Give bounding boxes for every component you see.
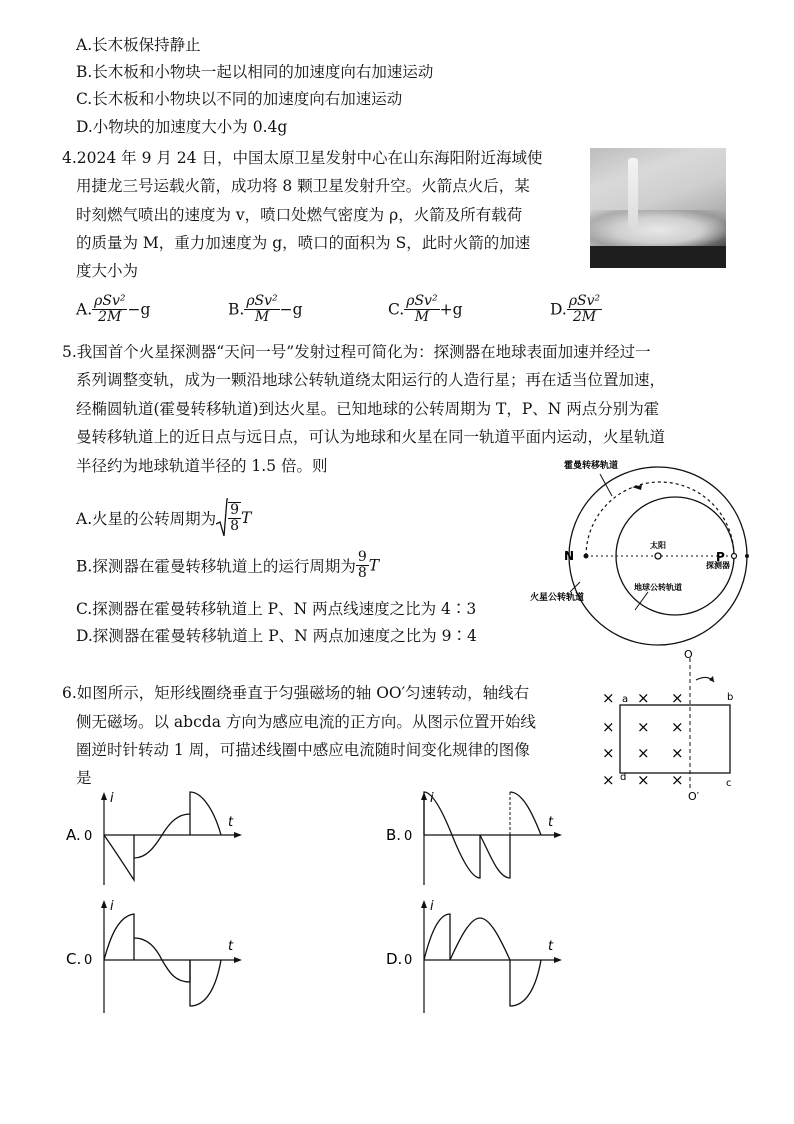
q6-line-3: 圈逆时针转动 1 周，可描述线圈中感应电流随时间变化规律的图像 — [76, 741, 530, 759]
current-curve — [104, 914, 134, 960]
q6-line-4: 是 — [76, 769, 92, 787]
q5-line-5: 半径约为地球轨道半径的 1.5 倍。则 — [76, 457, 328, 475]
q4-line-2: 用捷龙三号运载火箭，成功将 8 颗卫星发射升空。火箭点火后，某 — [76, 177, 530, 195]
i-axis-label: i — [430, 899, 434, 914]
x-axis-arrow-icon — [234, 957, 242, 963]
n-point-dot — [584, 554, 589, 559]
current-curve — [510, 960, 541, 1006]
q5-line-1: 5.我国首个火星探测器“天问一号”发射过程可简化为：探测器在地球表面加速并经过一 — [62, 343, 651, 361]
field-cross: × — [602, 771, 615, 789]
y-axis-arrow-icon — [101, 900, 107, 908]
q6-line-1: 6.如图所示，矩形线圈绕垂直于匀强磁场的轴 OO′匀速转动，轴线右 — [62, 684, 530, 702]
smoke-cloud — [590, 210, 726, 250]
corner-b-label: b — [727, 692, 734, 703]
sun-dot — [655, 553, 661, 559]
origin-label: 0 — [404, 953, 413, 968]
origin-label: 0 — [84, 829, 93, 844]
y-axis-arrow-icon — [421, 900, 427, 908]
i-axis-label: i — [430, 791, 434, 806]
fraction: $\frac{\text{ρSv²}}{2M}$ — [94, 293, 126, 325]
mars-orbit-label: 火星公转轨道 — [530, 593, 585, 603]
field-cross: × — [602, 718, 615, 736]
axis-o-prime-label: O′ — [688, 790, 700, 800]
probe-label: 探测器 — [706, 561, 730, 570]
graph-label: A. — [66, 826, 81, 844]
corner-d-label: d — [620, 772, 627, 783]
q4-option-d: D. $\frac{\text{ρSv²}}{2M}$ — [550, 293, 601, 325]
fraction: $\frac{\text{ρSv²}}{M}$ — [406, 293, 438, 325]
field-cross: × — [671, 689, 684, 707]
graph-c — [66, 898, 256, 1018]
coil-diagram — [596, 650, 746, 800]
corner-c-label: c — [726, 778, 732, 789]
orbit-diagram — [530, 460, 770, 660]
q4-line-3: 时刻燃气喷出的速度为 v，喷口处燃气密度为 ρ，火箭及所有载荷 — [76, 206, 523, 224]
probe-dot — [732, 554, 737, 559]
t-axis-label: t — [228, 939, 234, 954]
t-axis-label: t — [548, 815, 554, 830]
graph-label: C. — [66, 950, 82, 968]
i-axis-label: i — [110, 899, 114, 914]
field-cross: × — [637, 771, 650, 789]
field-cross: × — [671, 744, 684, 762]
p-label: P — [716, 550, 725, 564]
x-axis-arrow-icon — [554, 832, 562, 838]
current-curve — [190, 960, 221, 1006]
q5-option-d: D.探测器在霍曼转移轨道上 P、N 两点加速度之比为 9∶4 — [76, 627, 477, 645]
graph-d — [386, 898, 576, 1018]
q5-option-b: B.探测器在霍曼转移轨道上的运行周期为 $\frac{9}{8}$ T — [76, 549, 380, 581]
graph-label: B. — [386, 826, 402, 844]
t-axis-label: t — [228, 815, 234, 830]
field-cross: × — [671, 771, 684, 789]
origin-label: 0 — [84, 953, 93, 968]
q3-option-a: A.长木板保持静止 — [76, 36, 201, 54]
q5-line-2: 系列调整变轨，成为一颗沿地球公转轨道绕太阳运行的人造行星；再在适当位置加速， — [76, 371, 666, 389]
field-cross: × — [637, 718, 650, 736]
x-axis-arrow-icon — [234, 832, 242, 838]
rocket-launch-photo — [590, 148, 726, 268]
q4-line-4: 的质量为 M，重力加速度为 g，喷口的面积为 S，此时火箭的加速 — [76, 234, 531, 252]
q4-line-5: 度大小为 — [76, 262, 139, 280]
hohmann-label: 霍曼转移轨道 — [564, 461, 619, 471]
origin-label: 0 — [404, 829, 413, 844]
rocket-shape — [628, 158, 638, 228]
q3-option-d: D.小物块的加速度大小为 0.4g — [76, 118, 288, 136]
q4-option-c: C. $\frac{\text{ρSv²}}{M}$ +g — [388, 293, 463, 325]
q5-option-a: A.火星的公转周期为 $\frac{9}{8}$ T — [76, 498, 251, 538]
graph-b — [386, 790, 576, 890]
magnetic-field-crosses — [602, 689, 684, 789]
fraction: $\frac{9}{8}$ — [357, 549, 367, 581]
x-axis-arrow-icon — [554, 957, 562, 963]
fraction: $\frac{9}{8}$ — [230, 502, 240, 534]
q4-line-1: 4.2024 年 9 月 24 日，中国太原卫星发射中心在山东海阳附近海域使 — [62, 149, 543, 167]
field-cross: × — [602, 744, 615, 762]
current-curve — [190, 792, 221, 835]
current-curve — [424, 914, 450, 960]
n-label: N — [564, 549, 575, 563]
corner-a-label: a — [622, 694, 629, 705]
axis-o-label: O — [684, 650, 693, 661]
t-axis-label: t — [548, 939, 554, 954]
current-curve — [134, 814, 190, 858]
q5-line-3: 经椭圆轨道(霍曼转移轨道)到达火星。已知地球的公转周期为 T，P、N 两点分别为霍 — [76, 400, 660, 418]
q5-line-4: 曼转移轨道上的近日点与远日点，可认为地球和火星在同一轨道平面内运动，火星轨道 — [76, 428, 666, 446]
q3-option-c: C.长木板和小物块以不同的加速度向右加速运动 — [76, 90, 403, 108]
mars-dot — [745, 554, 749, 558]
sun-label: 太阳 — [650, 541, 666, 550]
current-curve — [480, 835, 510, 878]
y-axis-arrow-icon — [101, 792, 107, 800]
q5-option-c: C.探测器在霍曼转移轨道上 P、N 两点线速度之比为 4∶3 — [76, 600, 477, 618]
i-axis-label: i — [110, 791, 114, 806]
ground-silhouette — [590, 246, 726, 268]
q6-line-2: 侧无磁场。以 abcda 方向为感应电流的正方向。从图示位置开始线 — [76, 713, 536, 731]
q4-option-b: B. $\frac{\text{ρSv²}}{M}$ −g — [228, 293, 303, 325]
q4-option-a: A. $\frac{\text{ρSv²}}{2M}$ −g — [76, 293, 151, 325]
fraction: $\frac{\text{ρSv²}}{M}$ — [246, 293, 278, 325]
sqrt-sign-icon — [216, 498, 228, 538]
current-curve — [104, 835, 134, 880]
current-curve — [510, 792, 541, 835]
earth-orbit-label: 地球公转轨道 — [634, 583, 682, 592]
leader-line — [600, 474, 612, 496]
field-cross: × — [671, 718, 684, 736]
coil-rectangle — [620, 705, 730, 773]
q3-option-b: B.长木板和小物块一起以相同的加速度向右加速运动 — [76, 63, 434, 81]
current-curve — [450, 918, 510, 960]
graph-a — [66, 790, 256, 890]
field-cross: × — [602, 689, 615, 707]
field-cross: × — [637, 744, 650, 762]
field-cross: × — [637, 689, 650, 707]
graph-label: D. — [386, 950, 403, 968]
fraction: $\frac{\text{ρSv²}}{2M}$ — [568, 293, 601, 325]
leader-line — [570, 582, 580, 592]
